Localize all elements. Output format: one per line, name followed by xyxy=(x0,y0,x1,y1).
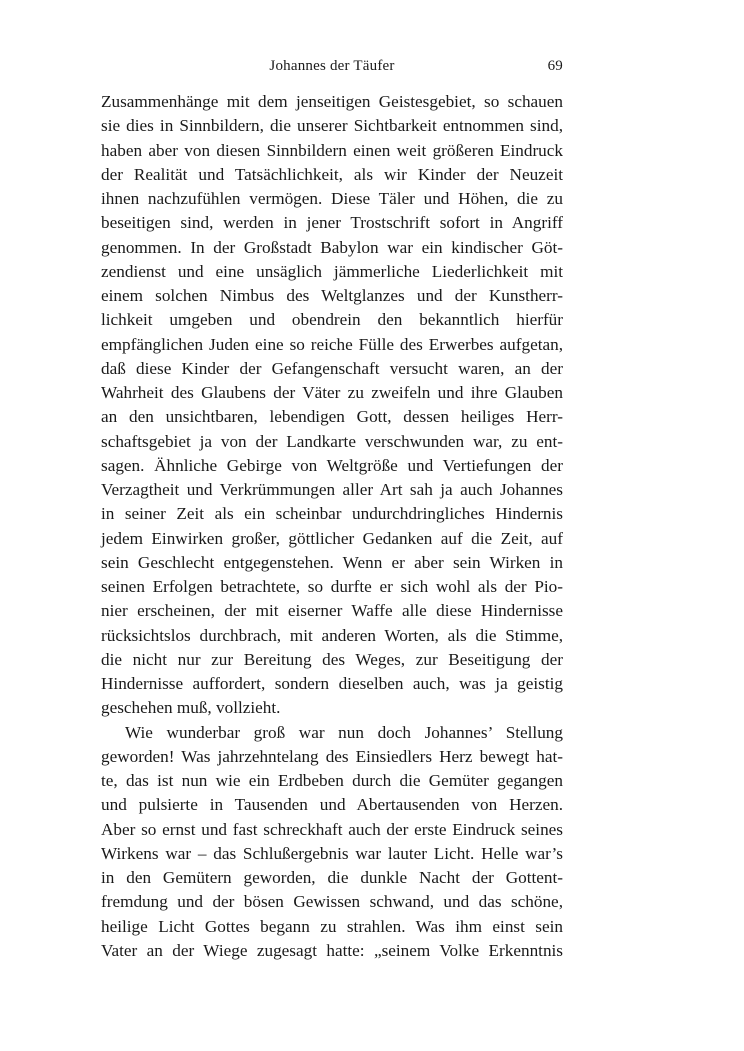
paragraph-2 xyxy=(101,721,563,964)
text-line: einem solchen Nimbus des Weltglanzes und der Kunstherr- xyxy=(101,286,563,305)
text-line: te, das ist nun wie ein Erdbeben durch die Gemüter gegangen xyxy=(101,771,563,790)
text-line: Vater an der Wiege zugesagt hatte: „seinem Volke Erkenntnis xyxy=(101,940,563,960)
body-text xyxy=(101,90,563,963)
text-line: seinen Erfolgen betrachtete, so durfte er sich wohl als der Pio- xyxy=(101,577,563,596)
text-line: Aber so ernst und fast schreckhaft auch der erste Eindruck seines xyxy=(101,819,563,839)
text-line: nier erscheinen, der mit eiserner Waffe alle diese Hindernisse xyxy=(101,601,563,621)
text-line: sein Geschlecht entgegenstehen. Wenn er aber sein Wirken in xyxy=(101,552,563,572)
text-line: empfänglichen Juden eine so reiche Fülle des Erwerbes aufgetan, xyxy=(101,334,563,354)
text-line: jedem Einwirken großer, göttlicher Gedanken auf die Zeit, auf xyxy=(101,528,563,548)
text-line: schaftsgebiet ja von der Landkarte verschwunden war, zu ent- xyxy=(101,431,563,451)
text-line: sie dies in Sinnbildern, die unserer Sichtbarkeit entnommen sind, xyxy=(101,116,563,136)
text-line: Wahrheit des Glaubens der Väter zu zweifeln und ihre Glauben xyxy=(101,383,563,402)
text-line: Verzagtheit und Verkrümmungen aller Art sah ja auch Johannes xyxy=(101,480,563,499)
text-line: Wirkens war – das Schlußergebnis war lauter Licht. Helle war’s xyxy=(101,843,563,863)
page-number: 69 xyxy=(547,58,563,74)
text-line: und pulsierte in Tausenden und Abertausenden von Herzen. xyxy=(101,795,563,815)
text-line: der Realität und Tatsächlichkeit, als wir Kinder der Neuzeit xyxy=(101,164,563,184)
text-line: haben aber von diesen Sinnbildern einen weit größeren Eindruck xyxy=(101,140,563,160)
text-line: fremdung und der bösen Gewissen schwand, und das schöne, xyxy=(101,892,563,912)
text-line: die nicht nur zur Bereitung des Weges, zur Beseitigung der xyxy=(101,649,563,669)
text-line: lichkeit umgeben und obendrein den bekanntlich hierfür xyxy=(101,310,563,330)
text-line: genommen. In der Großstadt Babylon war ein kindischer Göt- xyxy=(101,237,563,257)
text-line: geschehen muß, vollzieht. xyxy=(101,698,281,718)
text-line: Wie wunderbar groß war nun doch Johannes’ Stellung xyxy=(125,722,563,742)
text-line: geworden! Was jahrzehntelang des Einsiedlers Herz bewegt hat- xyxy=(101,746,563,766)
text-line: Hindernisse auffordert, sondern dieselben auch, was ja geistig xyxy=(101,674,563,693)
text-line: Zusammenhänge mit dem jenseitigen Geistesgebiet, so schauen xyxy=(101,92,563,111)
text-line: in den Gemütern geworden, die dunkle Nacht der Gottent- xyxy=(101,868,563,887)
text-line: rücksichtslos durchbrach, mit anderen Worten, als die Stimme, xyxy=(101,625,563,645)
text-line: in seiner Zeit als ein scheinbar undurchdringliches Hindernis xyxy=(101,504,563,524)
text-line: sagen. Ähnliche Gebirge von Weltgröße und Vertiefungen der xyxy=(101,455,563,475)
text-line: beseitigen sind, werden in jener Trostschrift sofort in Angriff xyxy=(101,213,563,233)
running-head xyxy=(101,58,563,82)
paragraph-1 xyxy=(101,90,563,721)
text-line: heilige Licht Gottes begann zu strahlen. Was ihm einst sein xyxy=(101,916,563,936)
text-line: ihnen nachzufühlen vermögen. Diese Täler und Höhen, die zu xyxy=(101,189,563,208)
text-line: daß diese Kinder der Gefangenschaft versucht waren, an der xyxy=(101,358,563,378)
text-line: zendienst und eine unsäglich jämmerliche Liederlichkeit mit xyxy=(101,261,563,281)
running-title: Johannes der Täufer xyxy=(269,58,395,74)
text-line: an den unsichtbaren, lebendigen Gott, dessen heiliges Herr- xyxy=(101,407,563,427)
